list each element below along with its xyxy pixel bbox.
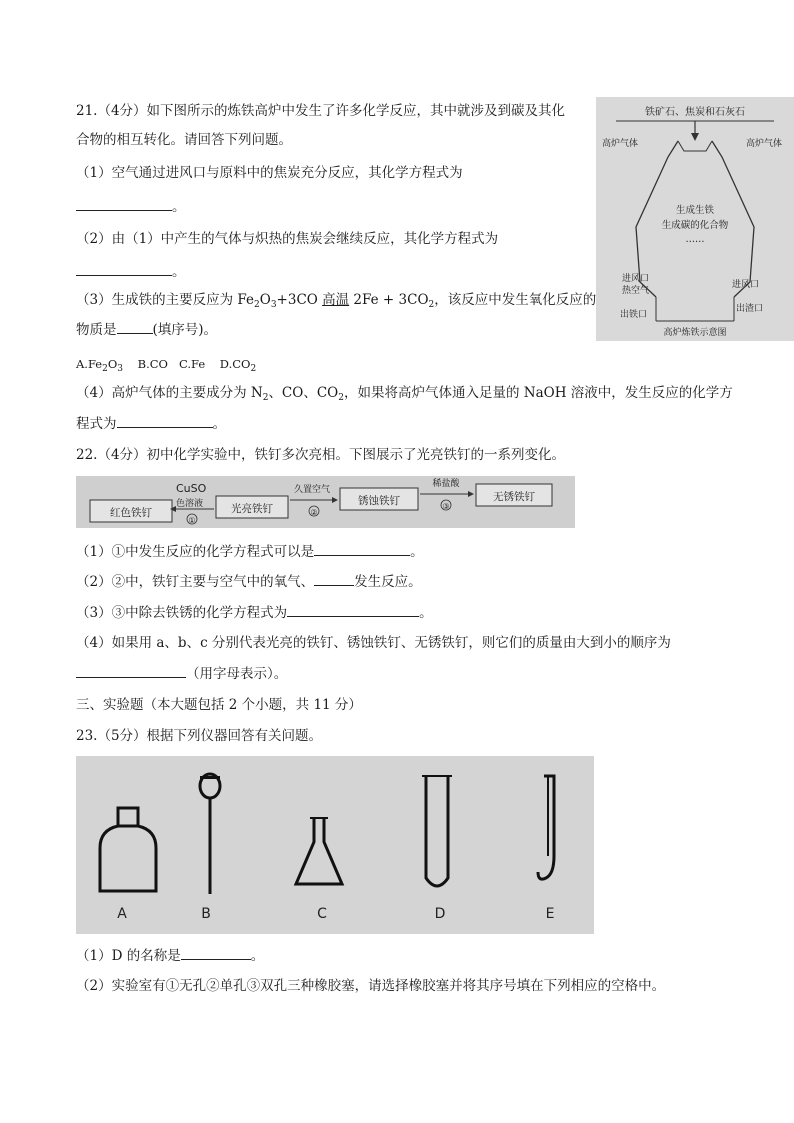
q21-line2: 合物的相互转化。请回答下列问题。 (76, 132, 292, 148)
reaction-condition: 高温 (322, 292, 350, 308)
instrument-d-test-tube (422, 776, 452, 886)
center-label-3: …… (685, 234, 705, 245)
box-rusty-nail-label: 锈蚀铁钉 (358, 495, 400, 507)
furnace-top-label: 铁矿石、焦炭和石灰石 (645, 107, 745, 118)
answer-blank[interactable] (117, 319, 153, 334)
q21-part4: （4）高炉气体的主要成分为 $N_2$、CO、$CO_2$，如果将高炉气体通入足量的 NaOH 溶液中，发生反应的化学方 (76, 385, 733, 403)
gas-right-label: 高炉气体 (746, 139, 783, 149)
inlet-right-label: 进风口 (732, 280, 760, 290)
box-shiny-nail-label: 光亮铁钉 (231, 503, 273, 515)
answer-blank[interactable] (76, 663, 186, 678)
answer-blank[interactable] (76, 261, 172, 276)
q21-line1: 21.（4分）如下图所示的炼铁高炉中发生了许多化学反应，其中就涉及到碳及其化 (76, 103, 566, 119)
arrow-2-number: ② (310, 508, 318, 517)
label-e: E (545, 906, 555, 922)
inlet-left-label: 进风口 (622, 274, 650, 284)
section-3-heading: 三、实验题（本大题包括 2 个小题，共 11 分） (76, 697, 362, 713)
q22-part4: （4）如果用 a、b、c 分别代表光亮的铁钉、锈蚀铁钉、无锈铁钉，则它们的质量由大到小的顺序为 (76, 635, 671, 651)
q21-part3: （3）生成铁的主要反应为 $Fe_2O_3+3CO$ 高温 $2Fe + 3CO_2$，该反应中发生氧化反应的 (76, 292, 597, 310)
iron-outlet-label: 出铁口 (620, 310, 648, 320)
instrument-e-glass-tube (538, 776, 554, 879)
instrument-b-funnel (200, 774, 220, 894)
q21-part1-answer: 。 (76, 196, 186, 217)
box-clean-nail-label: 无锈铁钉 (493, 491, 535, 503)
label-d: D (434, 906, 446, 922)
instrument-c-flask (296, 818, 342, 884)
arrow-2-label: 久置空气 (293, 485, 331, 495)
answer-blank[interactable] (287, 602, 419, 617)
answer-blank[interactable] (76, 196, 172, 211)
handwritten-solution: 色溶液 (176, 499, 204, 509)
q22-part3: （3）③中除去铁锈的化学方程式为 。 (76, 602, 433, 623)
q22-part1: （1）①中发生反应的化学方程式可以是 。 (76, 541, 424, 562)
hot-air-label: 热空气 (622, 286, 650, 296)
q22-part2: （2）②中，铁钉主要与空气中的氧气、 发生反应。 (76, 571, 422, 592)
label-a: A (117, 906, 127, 922)
option-a: $A.Fe_2O_3$ (76, 357, 124, 374)
option-d: $D.CO_2$ (219, 357, 257, 374)
q23-title: 23.（5分）根据下列仪器回答有关问题。 (76, 728, 323, 744)
lab-instruments-figure (76, 756, 594, 934)
arrow-3-label: 稀盐酸 (432, 479, 460, 489)
center-label-2: 生成碳的化合物 (661, 220, 729, 231)
q23-part1: （1）D 的名称是 。 (76, 945, 264, 966)
gas-left-label: 高炉气体 (602, 139, 639, 149)
q21-part4-line2: 程式为 。 (76, 413, 226, 434)
answer-blank[interactable] (314, 571, 354, 586)
q21-part3-line2: 物质是 (填序号)。 (76, 319, 217, 340)
slag-outlet-label: 出渣口 (736, 304, 764, 314)
furnace-caption: 高炉炼铁示意图 (663, 328, 727, 338)
q21-part2-answer: 。 (76, 261, 186, 282)
q23-part2: （2）实验室有①无孔②单孔③双孔三种橡胶塞，请选择橡胶塞并将其序号填在下列相应的空格中。 (76, 978, 666, 994)
q21-part2: （2）由（1）中产生的气体与炽热的焦炭会继续反应，其化学方程式为 (76, 231, 499, 247)
q22-title: 22.（4分）初中化学实验中，铁钉多次亮相。下图展示了光亮铁钉的一系列变化。 (76, 447, 566, 463)
iron-nail-flow-figure (76, 476, 575, 528)
q22-part4-line2: （用字母表示）。 (76, 663, 287, 684)
arrow-1-number: ① (188, 516, 196, 525)
furnace-wall-right (712, 141, 754, 297)
center-label-1: 生成生铁 (675, 205, 715, 216)
q21-options (76, 354, 256, 379)
label-c: C (317, 906, 327, 922)
arrow-3-number: ③ (442, 502, 450, 511)
handwritten-cuso4: CuSO (176, 482, 207, 495)
q21-part1: （1）空气通过进风口与原料中的焦炭充分反应，其化学方程式为 (76, 165, 463, 181)
answer-blank[interactable] (117, 413, 213, 428)
blast-furnace-figure (596, 97, 794, 341)
option-c: C.Fe (178, 357, 206, 371)
box-red-nail-label: 红色铁钉 (110, 507, 152, 519)
answer-blank[interactable] (314, 541, 410, 556)
answer-blank[interactable] (181, 945, 251, 960)
label-b: B (201, 906, 211, 922)
option-b: B.CO (137, 357, 168, 371)
instrument-a-bottle (100, 808, 156, 891)
